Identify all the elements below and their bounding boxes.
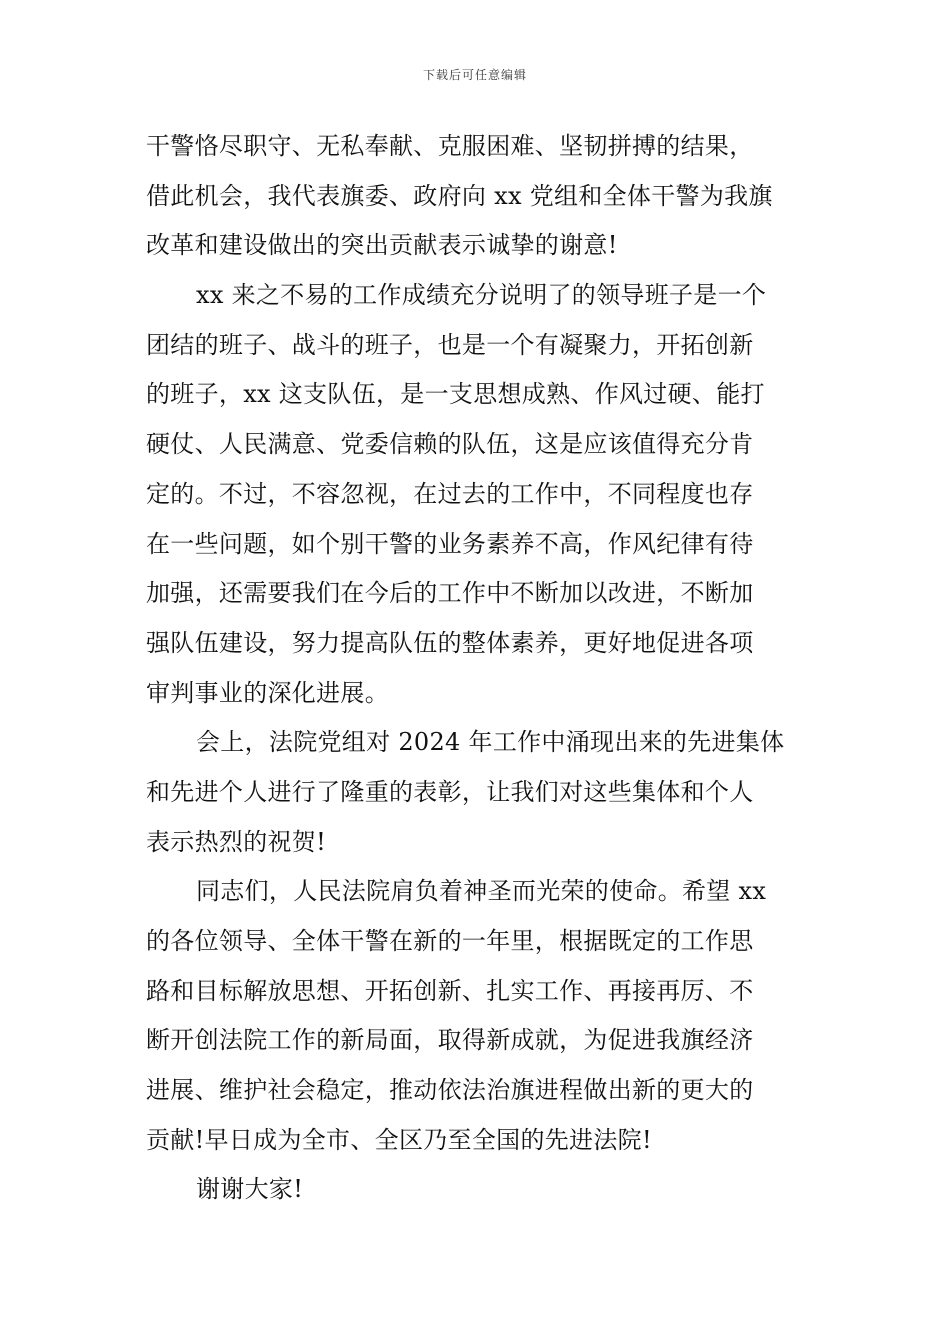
text-line-20: 进展、维护社会稳定，推动依法治旗进程做出新的更大的 [146,1076,754,1105]
text-line-5: 团结的班子、战斗的班子，也是一个有凝聚力，开拓创新 [146,330,754,359]
text-line-15: 表示热烈的祝贺! [146,827,327,856]
text-line-19: 断开创法院工作的新局面，取得新成就，为促进我旗经济 [146,1026,754,1055]
text-line-7: 硬仗、人民满意、党委信赖的队伍，这是应该值得充分肯 [146,430,754,459]
text-line-10: 加强，还需要我们在今后的工作中不断加以改进，不断加 [146,579,754,608]
text-line-6: 的班子，xx 这支队伍，是一支思想成熟、作风过硬、能打 [146,380,765,409]
text-line-21: 贡献!早日成为全市、全区乃至全国的先进法院! [146,1125,652,1154]
text-line-12: 审判事业的深化进展。 [146,678,389,707]
text-line-13: 会上，法院党组对 2024 年工作中涌现出来的先进集体 [196,728,785,757]
text-line-1: 干警恪尽职守、无私奉献、克服困难、坚韧拼搏的结果， [146,132,754,160]
text-line-17: 的各位领导、全体干警在新的一年里，根据既定的工作思 [146,927,754,955]
page-header-note: 下载后可任意编辑 [422,68,527,82]
text-line-22: 谢谢大家! [196,1175,304,1204]
text-line-3: 改革和建设做出的突出贡献表示诚挚的谢意! [146,231,618,260]
text-line-4: xx 来之不易的工作成绩充分说明了的领导班子是一个 [196,281,767,310]
text-line-14: 和先进个人进行了隆重的表彰，让我们对这些集体和个人 [146,777,754,806]
text-line-11: 强队伍建设，努力提高队伍的整体素养，更好地促进各项 [146,628,754,657]
text-line-9: 在一些问题，如个别干警的业务素养不高，作风纪律有待 [146,529,754,558]
text-line-18: 路和目标解放思想、开拓创新、扎实工作、再接再厉、不 [146,976,754,1005]
document-body [146,122,808,1215]
text-line-8: 定的。不过，不容忽视，在过去的工作中，不同程度也存 [146,479,754,508]
text-line-16: 同志们，人民法院肩负着神圣而光荣的使命。希望 xx [196,877,767,906]
text-line-2: 借此机会，我代表旗委、政府向 xx 党组和全体干警为我旗 [146,181,773,210]
